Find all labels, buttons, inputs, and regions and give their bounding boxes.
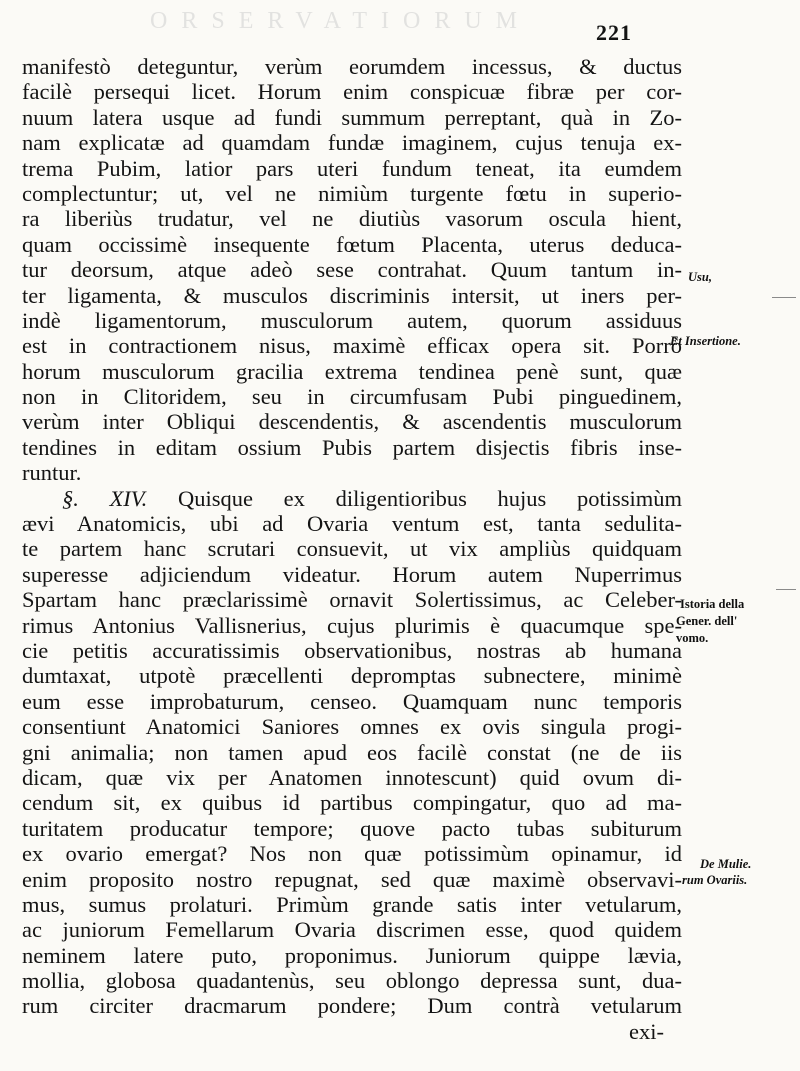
section-first-line [22, 486, 682, 511]
text-line: complectuntur; ut, vel ne nimiùm turgente fœtu in superio- [22, 180, 682, 206]
text-line: rum circiter dracmarum pondere; Dum contrà vetularum [22, 993, 682, 1019]
text-line: rimus Antonius Vallisnerius, cujus plurimis è quacumque spe- [22, 612, 682, 638]
text-line: est in contractionem nisus, maximè efficax opera sit. Porrò [22, 333, 682, 359]
text-line: cie petitis accuratissimis observationibus, nostras ab humana [22, 637, 682, 663]
section-mark: §. XIV. [62, 485, 148, 511]
margin-note-istoria-line-2: Gener. dell' [676, 614, 738, 628]
text-line: trema Pubim, latior pars uteri fundum teneat, ita eumdem [22, 155, 682, 181]
text-line: superesse adjiciendum videatur. Horum autem Nuperrimus [22, 561, 682, 587]
margin-note-usu: Usu, [688, 270, 712, 284]
text-line: facilè persequi licet. Horum enim conspicuæ fibræ per cor- [22, 79, 682, 105]
catchword: exi- [629, 1018, 664, 1044]
text-line: gni animalia; non tamen apud eos facilè constat (ne de iis [22, 739, 682, 765]
text-line: enim proposito nostro repugnat, sed quæ maximè observavi- [22, 866, 682, 892]
text-line: Spartam hanc præclarissimè ornavit Solertissimus, ac Celeber- [22, 587, 682, 613]
text-line: ac juniorum Femellarum Ovaria discrimen esse, quod quidem [22, 917, 682, 943]
margin-note-mulie-line-2: rum Ovariis. [682, 873, 748, 887]
text-line: ter ligamenta, & musculos discriminis intersit, ut iners per- [22, 282, 682, 308]
text-line: horum musculorum gracilia extrema tendinea penè sunt, quæ [22, 358, 682, 384]
text-line: dicam, quæ vix per Anatomen innotescunt) quid ovum di- [22, 764, 682, 790]
section-first-line-text: Quisque ex diligentioribus hujus potissimùm [177, 485, 683, 511]
show-through-header: ORSERVATIORUM [150, 8, 532, 34]
text-line: indè ligamentorum, musculorum autem, quorum assiduus [22, 307, 682, 333]
text-line: ra liberiùs trudatur, vel ne diutiùs vasorum oscula hient, [22, 206, 682, 232]
text-line: cendum sit, ex quibus id partibus compingatur, quo ad ma- [22, 790, 682, 816]
text-line: nuum latera usque ad fundi summum perreptant, quà in Zo- [22, 104, 682, 130]
text-line: runtur. [22, 460, 82, 486]
text-line: non in Clitoridem, seu in circumfusam Pubi pinguedinem, [22, 384, 682, 410]
page-number: 221 [596, 20, 632, 45]
text-line: tur deorsum, atque adeò sese contrahat. Quum tantum in- [22, 257, 682, 283]
margin-note-mulie-line-1: De Mulie. [700, 857, 752, 871]
text-line: consentiunt Anatomici Saniores omnes ex ovis singula progi- [22, 714, 682, 740]
text-line: verùm inter Obliqui descendentis, & ascendentis musculorum [22, 409, 682, 435]
text-line: tendines in editam ossium Pubis partem disjectis fibris inse- [22, 434, 682, 460]
margin-rule [776, 589, 796, 590]
margin-note-insertione: Et Insertione. [670, 334, 741, 348]
text-line: mus, sumus prolaturi. Primùm grande satis inter vetularum, [22, 891, 682, 917]
text-line: neminem latere puto, proponimus. Juniorum quippe lævia, [22, 942, 682, 968]
text-line: dumtaxat, utpotè præcellenti depromptas subnectere, minimè [22, 663, 682, 689]
text-line: quam occissimè insequente fœtum Placenta, uterus deduca- [22, 231, 682, 257]
text-line: turitatem producatur tempore; quove pacto tubas subiturum [22, 815, 682, 841]
text-line: te partem hanc scrutari consuevit, ut vix ampliùs quidquam [22, 536, 682, 562]
text-line: nam explicatæ ad quamdam fundæ imaginem, cujus tenuja ex- [22, 130, 682, 156]
text-line: eum esse improbaturum, censeo. Quamquam nunc temporis [22, 688, 682, 714]
text-line: ex ovario emergat? Nos non quæ potissimùm opinamur, id [22, 841, 682, 867]
text-line: manifestò deteguntur, verùm eorumdem incessus, & ductus [22, 54, 682, 79]
margin-rule [772, 297, 796, 298]
text-line: ævi Anatomicis, ubi ad Ovaria ventum est, tanta sedulita- [22, 511, 682, 537]
text-line: mollia, globosa quadantenùs, seu oblongo depressa sunt, dua- [22, 968, 682, 994]
margin-note-istoria-line-1: Istoria della [680, 597, 745, 611]
margin-note-istoria-line-3: vomo. [676, 631, 709, 645]
body-text [22, 54, 682, 1044]
